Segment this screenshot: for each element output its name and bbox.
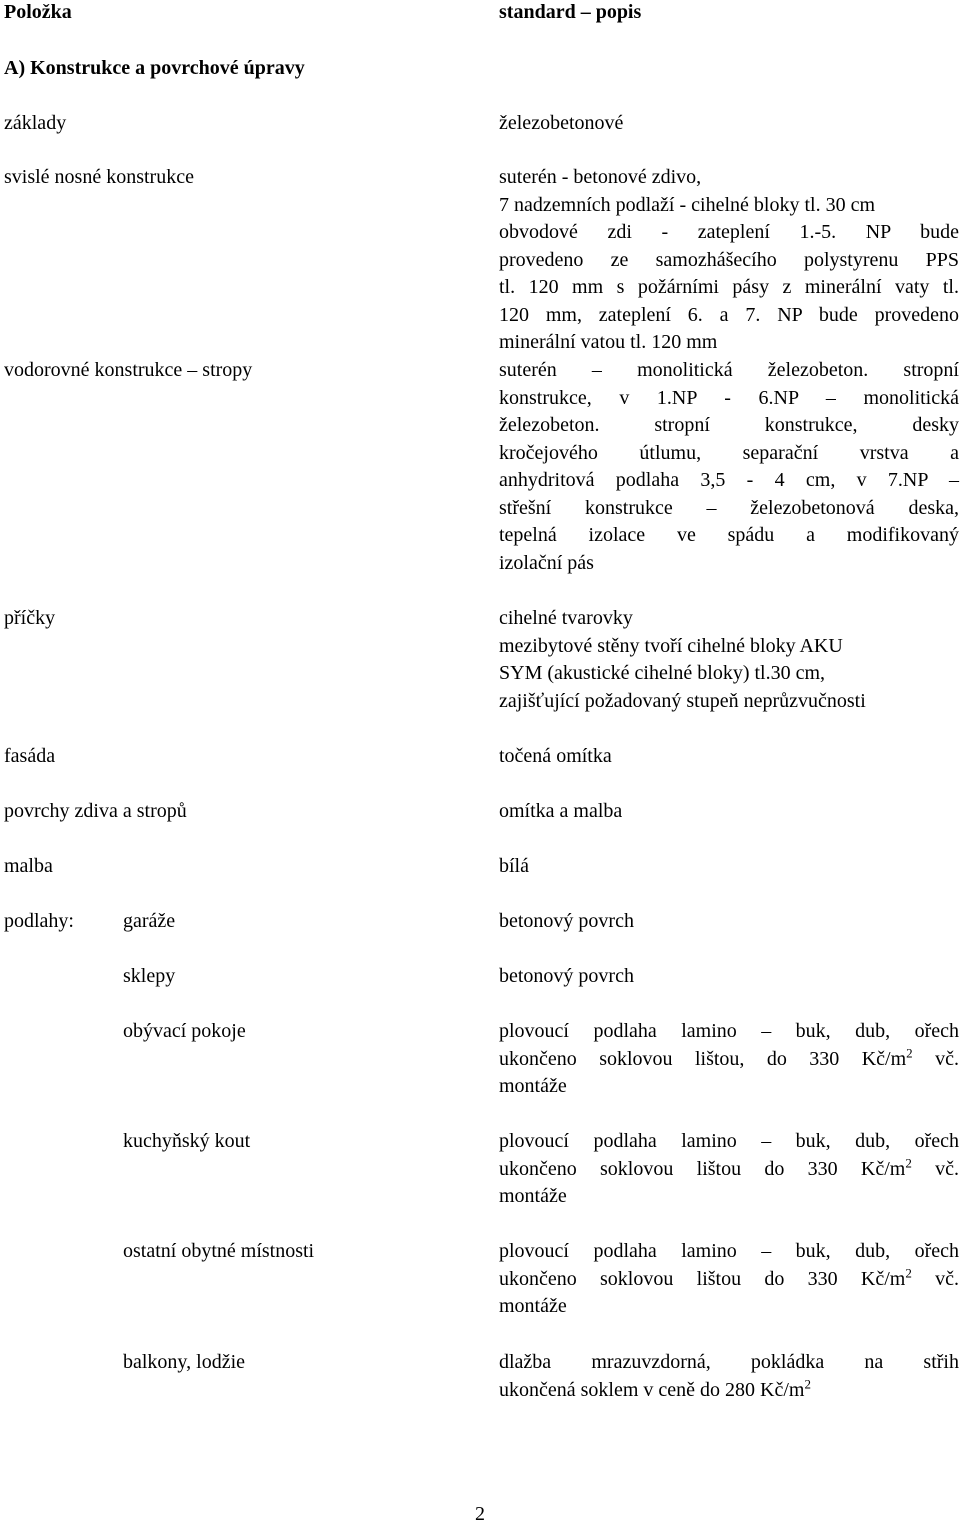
- value-line: střešní konstrukce – železobetonová deska,: [499, 496, 959, 519]
- label-garaze: garáže: [123, 910, 176, 932]
- value-line: 7 nadzemních podlaží - cihelné bloky tl. 30 cm: [499, 193, 875, 216]
- value-svisle: [499, 164, 959, 357]
- value-line: plovoucí podlaha lamino – buk, dub, ořech: [499, 1240, 959, 1262]
- value-line: dlažba mrazuvzdorná, pokládka na střih: [499, 1351, 959, 1373]
- label-zaklady: základy: [4, 112, 67, 134]
- value-line: plovoucí podlaha lamino – buk, dub, ořech: [499, 1020, 959, 1042]
- value-ostatni: [499, 1238, 959, 1321]
- value-line: provedeno ze samozhášecího polystyrenu PPS: [499, 248, 959, 271]
- value-kuchynsky: [499, 1128, 959, 1211]
- label-fasada: fasáda: [4, 745, 56, 767]
- value-line: obvodové zdi - zateplení 1.-5. NP bude: [499, 221, 959, 243]
- value-line: montáže: [499, 1185, 567, 1207]
- value-line: montáže: [499, 1075, 567, 1097]
- value-povrchy: omítka a malba: [499, 800, 623, 822]
- label-ostatni: ostatní obytné místnosti: [123, 1240, 315, 1262]
- label-podlahy: podlahy:: [4, 910, 74, 932]
- value-line: tl. 120 mm s požárními pásy z minerální vaty tl.: [499, 276, 959, 298]
- value-line: mezibytové stěny tvoří cihelné bloky AKU: [499, 634, 843, 657]
- value-vodorovne: [499, 357, 959, 577]
- label-balkony: balkony, lodžie: [123, 1351, 246, 1373]
- value-line: montáže: [499, 1295, 567, 1317]
- value-line: [499, 1046, 959, 1074]
- superscript: 2: [905, 1264, 912, 1280]
- value-line: suterén - betonové zdivo,: [499, 166, 702, 188]
- label-obyvaci: obývací pokoje: [123, 1020, 246, 1042]
- value-malba: bílá: [499, 855, 529, 877]
- value-sklepy: betonový povrch: [499, 965, 634, 987]
- label-sklepy: sklepy: [123, 965, 176, 987]
- value-zaklady: železobetonové: [499, 112, 624, 134]
- label-povrchy: povrchy zdiva a stropů: [4, 800, 187, 822]
- value-text: ukončeno soklovou lištou, do 330 Kč/m: [499, 1047, 907, 1070]
- value-line: SYM (akustické cihelné bloky) tl.30 cm,: [499, 662, 826, 684]
- value-line: izolační pás: [499, 551, 594, 574]
- value-line: tepelná izolace ve spádu a modifikovaný: [499, 524, 959, 546]
- section-heading: A) Konstrukce a povrchové úpravy: [4, 57, 305, 79]
- value-line: minerální vatou tl. 120 mm: [499, 331, 718, 353]
- label-pricky: příčky: [4, 607, 56, 629]
- superscript: 2: [804, 1375, 811, 1391]
- value-line: [499, 1266, 959, 1294]
- value-line: zajišťující požadovaný stupeň neprůzvučnosti: [499, 689, 866, 712]
- value-text: ukončená soklem v ceně do 280 Kč/m: [499, 1378, 805, 1401]
- value-fasada: točená omítka: [499, 745, 612, 767]
- value-line: cihelné tvarovky: [499, 607, 633, 629]
- superscript: 2: [906, 1044, 913, 1060]
- label-malba: malba: [4, 855, 53, 877]
- value-text: vč.: [912, 1047, 959, 1070]
- value-line: plovoucí podlaha lamino – buk, dub, ořech: [499, 1130, 959, 1152]
- superscript: 2: [905, 1154, 912, 1170]
- value-line: kročejového útlumu, separační vrstva a: [499, 441, 959, 464]
- value-text: ukončeno soklovou lištou do 330 Kč/m: [499, 1157, 906, 1180]
- value-text: vč.: [911, 1157, 959, 1180]
- value-pricky: [499, 605, 866, 715]
- value-garaze: betonový povrch: [499, 910, 634, 932]
- header-description: standard – popis: [499, 1, 642, 23]
- value-line: anhydritová podlaha 3,5 - 4 cm, v 7.NP –: [499, 469, 959, 491]
- label-svisle: svislé nosné konstrukce: [4, 166, 194, 188]
- label-vodorovne: vodorovné konstrukce – stropy: [4, 359, 253, 381]
- label-kuchynsky: kuchyňský kout: [123, 1130, 251, 1152]
- page-number: 2: [475, 1503, 485, 1525]
- value-obyvaci: [499, 1018, 959, 1101]
- value-text: ukončeno soklovou lištou do 330 Kč/m: [499, 1267, 906, 1290]
- value-balkony: [499, 1349, 959, 1404]
- value-line: [499, 1377, 959, 1405]
- header-item: Položka: [4, 1, 72, 23]
- value-line: [499, 1156, 959, 1184]
- value-line: suterén – monolitická železobeton. stropní: [499, 359, 959, 381]
- value-text: vč.: [911, 1267, 959, 1290]
- value-line: 120 mm, zateplení 6. a 7. NP bude provedeno: [499, 303, 959, 326]
- value-line: železobeton. stropní konstrukce, desky: [499, 414, 959, 436]
- value-line: konstrukce, v 1.NP - 6.NP – monolitická: [499, 386, 959, 409]
